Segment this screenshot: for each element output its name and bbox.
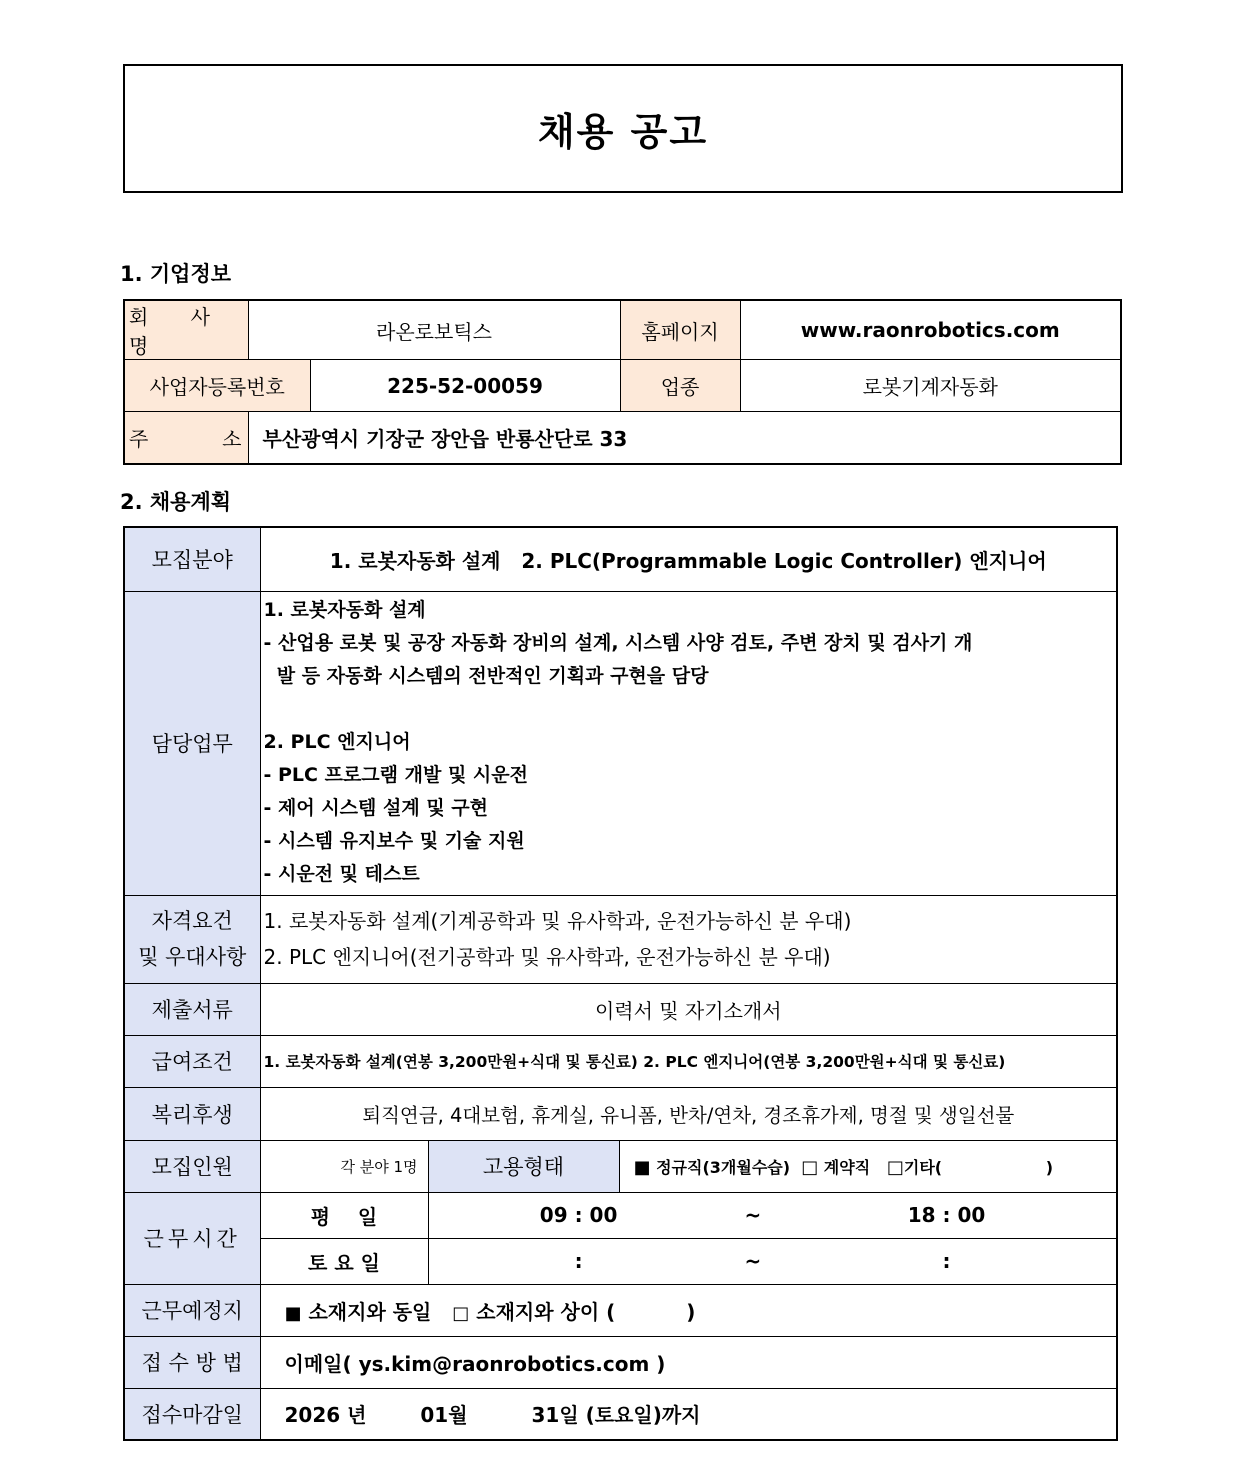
duty-line: - 산업용 로봇 및 공장 자동화 장비의 설계, 시스템 사양 검토, 주변 장치 및 검사기 개	[263, 631, 973, 654]
checkbox-filled-icon[interactable]: ■	[633, 1156, 651, 1178]
company-info-table	[123, 299, 1122, 465]
emptype-contract: 계약직	[823, 1157, 871, 1177]
apply-label: 접 수 방 법	[124, 1336, 260, 1388]
table-row	[124, 1238, 1117, 1284]
weekday-hours	[428, 1192, 1117, 1238]
duty-line-blank	[264, 693, 1115, 726]
table-row	[124, 1087, 1117, 1140]
qual-label	[124, 895, 260, 983]
emptype-other: 기타(	[903, 1157, 943, 1177]
address-label-a: 주	[129, 427, 149, 451]
company-name-value: 라온로보틱스	[248, 300, 620, 360]
headcount-value: 각 분야 1명	[260, 1140, 428, 1192]
duty-line: 2. PLC 엔지니어	[263, 730, 411, 753]
weekday-start: 09 : 00	[539, 1203, 618, 1227]
address-label	[124, 412, 248, 465]
industry-value: 로봇기계자동화	[740, 360, 1121, 412]
table-row	[124, 412, 1121, 465]
deadline-month: 01월	[420, 1403, 468, 1428]
table-row	[124, 1140, 1117, 1192]
qual-line: 1. 로봇자동화 설계(기계공학과 및 유사학과, 운전가능하신 분 우대)	[263, 909, 852, 933]
title-box	[123, 64, 1123, 193]
place-options	[260, 1284, 1117, 1336]
docs-label: 제출서류	[124, 983, 260, 1035]
qual-label-2: 및 우대사항	[138, 945, 247, 969]
duty-list	[260, 591, 1117, 895]
table-row	[124, 527, 1117, 591]
duty-line: - 시운전 및 테스트	[263, 862, 420, 885]
place-diff: 소재지와 상이 (	[476, 1299, 616, 1324]
address-value: 부산광역시 기장군 장안읍 반룡산단로 33	[248, 412, 1121, 465]
deadline-value	[260, 1388, 1117, 1440]
table-row	[124, 1388, 1117, 1440]
qual-list	[260, 895, 1117, 983]
table-row	[124, 1192, 1117, 1238]
duty-line: 1. 로봇자동화 설계	[263, 598, 426, 621]
saturday-sep: ~	[744, 1249, 762, 1273]
checkbox-filled-icon[interactable]: ■	[284, 1302, 302, 1324]
field-value: 1. 로봇자동화 설계 2. PLC(Programmable Logic Controller) 엔지니어	[260, 527, 1117, 591]
duty-line: - 시스템 유지보수 및 기술 지원	[263, 829, 525, 852]
table-row	[124, 1035, 1117, 1087]
section-heading-company: 1. 기업정보	[120, 262, 232, 286]
welfare-value: 퇴직연금, 4대보험, 휴게실, 유니폼, 반차/연차, 경조휴가제, 명절 및 생일선물	[260, 1087, 1117, 1140]
qual-label-1: 자격요건	[151, 909, 233, 933]
docs-value: 이력서 및 자기소개서	[260, 983, 1117, 1035]
saturday-end: :	[942, 1249, 951, 1273]
emptype-close: )	[1045, 1157, 1054, 1177]
emptype-regular: 정규직(3개월수습)	[656, 1157, 791, 1177]
duty-line: 발 등 자동화 시스템의 전반적인 기획과 구현을 담당	[263, 664, 709, 687]
section-heading-plan: 2. 채용계획	[120, 490, 232, 514]
place-close: )	[686, 1299, 696, 1324]
pay-value: 1. 로봇자동화 설계(연봉 3,200만원+식대 및 통신료) 2. PLC 엔지니어(연봉 3,200만원+식대 및 통신료)	[260, 1035, 1117, 1087]
duty-line: - PLC 프로그램 개발 및 시운전	[263, 763, 528, 786]
page-title: 채용 공고	[537, 110, 709, 154]
table-row	[124, 1336, 1117, 1388]
weekday-sep: ~	[744, 1203, 762, 1227]
industry-label: 업종	[620, 360, 740, 412]
bizno-value: 225-52-00059	[310, 360, 620, 412]
checkbox-empty-icon[interactable]: □	[801, 1156, 819, 1178]
duty-line: - 제어 시스템 설계 및 구현	[263, 796, 488, 819]
weekday-end: 18 : 00	[907, 1203, 986, 1227]
deadline-day: 31일 (토요일)까지	[531, 1403, 701, 1428]
hours-label: 근무시간	[124, 1192, 260, 1284]
table-row	[124, 300, 1121, 360]
homepage-label: 홈페이지	[620, 300, 740, 360]
saturday-hours	[428, 1238, 1117, 1284]
company-name-label: 회 사 명	[124, 300, 248, 360]
emptype-options	[619, 1140, 1117, 1192]
saturday-label: 토 요 일	[260, 1238, 428, 1284]
place-label: 근무예정지	[124, 1284, 260, 1336]
saturday-start: :	[574, 1249, 583, 1273]
place-same: 소재지와 동일	[308, 1299, 432, 1324]
headcount-label: 모집인원	[124, 1140, 260, 1192]
weekday-label: 평 일	[260, 1192, 428, 1238]
bizno-label: 사업자등록번호	[124, 360, 310, 412]
checkbox-empty-icon[interactable]: □	[886, 1156, 904, 1178]
table-row	[124, 591, 1117, 895]
table-row	[124, 895, 1117, 983]
pay-label: 급여조건	[124, 1035, 260, 1087]
field-label: 모집분야	[124, 527, 260, 591]
table-row	[124, 983, 1117, 1035]
duty-label: 담당업무	[124, 591, 260, 895]
emptype-label: 고용형태	[428, 1140, 619, 1192]
address-label-b: 소	[222, 427, 242, 451]
table-row	[124, 1284, 1117, 1336]
homepage-value: www.raonrobotics.com	[740, 300, 1121, 360]
deadline-label: 접수마감일	[124, 1388, 260, 1440]
qual-line: 2. PLC 엔지니어(전기공학과 및 유사학과, 운전가능하신 분 우대)	[263, 945, 831, 969]
apply-value: 이메일( ys.kim@raonrobotics.com )	[260, 1336, 1117, 1388]
checkbox-empty-icon[interactable]: □	[452, 1302, 470, 1324]
deadline-year: 2026 년	[284, 1403, 367, 1428]
table-row	[124, 360, 1121, 412]
hiring-plan-table	[123, 526, 1118, 1441]
welfare-label: 복리후생	[124, 1087, 260, 1140]
